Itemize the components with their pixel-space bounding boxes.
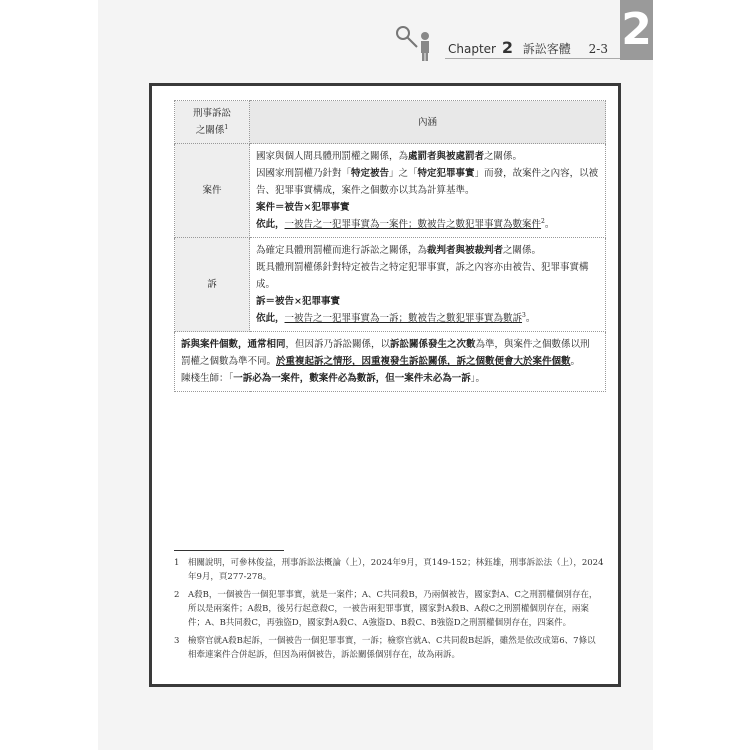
chapter-number: 2 (501, 38, 513, 57)
footnote-item (174, 556, 604, 584)
footnote-number: 2 (174, 590, 180, 600)
footnote-text: A殺B，一個被告一個犯罪事實，就是一案件；A、C共同殺B，乃兩個被告，國家對A、C之刑罰權個別存在，所以是兩案件；A殺B，後另行起意殺C，一被告兩犯罪事實，國家對A殺B、A殺C之刑罰權個別存在，兩案件；A、B共同殺C，再強盜D，國家對A殺C、A強盜D、B殺C、B強盜D之刑罰權個別存在，四案件。 (188, 590, 598, 628)
content-line: 國家與個人間具體刑罰權之關係，為處罰者與被處罰者之關係。 (256, 151, 523, 162)
table-row (175, 144, 606, 238)
relation-table (174, 100, 606, 392)
table-row (175, 238, 606, 332)
header-text-b: 之關係 (195, 125, 225, 136)
header-rule (445, 58, 620, 59)
summary-paragraph: 訴與案件個數，通常相同，但因訴乃訴訟關係，以訴訟關係發生之次數為準，與案件之個數係以刑罰權之個數為準不同。於重複起訴之情形，因重複發生訴訟關係，訴之個數便會大於案件個數。 (181, 339, 590, 367)
row-label-case: 案件 (175, 144, 250, 238)
footnote-ref: 1 (224, 123, 229, 131)
formula-line: 訴＝被告×犯罪事實 (256, 296, 340, 307)
footnotes (174, 556, 604, 666)
magnifier-figure-icon (392, 22, 440, 62)
footnote-item (174, 588, 604, 630)
footnote-number: 1 (174, 558, 180, 568)
row-label-suit: 訴 (175, 238, 250, 332)
chapter-tab: 2 (620, 0, 653, 60)
row-content-case (250, 144, 606, 238)
row-content-suit (250, 238, 606, 332)
quote-paragraph: 陳棧生師：「一訴必為一案件，數案件必為數訴，但一案件未必為一訴」。 (181, 373, 486, 384)
content-line: 為確定具體刑罰權而進行訴訟之關係，為裁判者與被裁判者之關係。 (256, 245, 542, 256)
footnote-ref: 2 (541, 217, 545, 225)
footnote-number: 3 (174, 636, 180, 646)
footnote-text: 相關說明，可參林俊益，刑事訴訟法概論（上），2024年9月，頁149-152；林鈺雄，刑事訴訟法（上），2024年9月，頁277-278。 (188, 558, 604, 582)
table-header-row (175, 101, 606, 144)
summary-row (175, 332, 606, 392)
page-number: 2-3 (588, 42, 608, 56)
footnote-rule (174, 550, 284, 551)
header-cell-relation (175, 101, 250, 144)
footnote-item (174, 634, 604, 662)
running-header (448, 38, 608, 57)
content-line: 依此，一被告之一犯罪事實為一案件；數被告之數犯罪事實為數案件$^2$。 (256, 217, 555, 230)
header-text-a: 刑事訴訟 (192, 108, 231, 119)
chapter-word: Chapter (448, 42, 496, 56)
formula-line: 案件＝被告×犯罪事實 (256, 202, 350, 213)
chapter-title: 訴訟客體 (522, 42, 571, 56)
footnote-text: 檢察官就A殺B起訴，一個被告一個犯罪事實，一訴；檢察官就A、C共同殺B起訴，雖然是依改成第6、7條以相牽連案件合併起訴，但因為兩個被告，訴訟關係個別存在，故為兩訴。 (188, 636, 596, 660)
summary-cell (175, 332, 606, 392)
content-line: 既具體刑罰權係針對特定被告之特定犯罪事實，訴之內容亦由被告、犯罪事實構成。 (256, 262, 589, 290)
content-line: 依此，一被告之一犯罪事實為一訴；數被告之數犯罪事實為數訴$^3$。 (256, 311, 536, 324)
footnote-ref: 3 (522, 311, 526, 319)
header-cell-content: 內涵 (250, 101, 606, 144)
content-frame (149, 83, 621, 687)
content-line: 因國家刑罰權乃針對「特定被告」之「特定犯罪事實」而發，故案件之內容，以被告、犯罪事實構成，案件之個數亦以其為計算基準。 (256, 168, 599, 196)
